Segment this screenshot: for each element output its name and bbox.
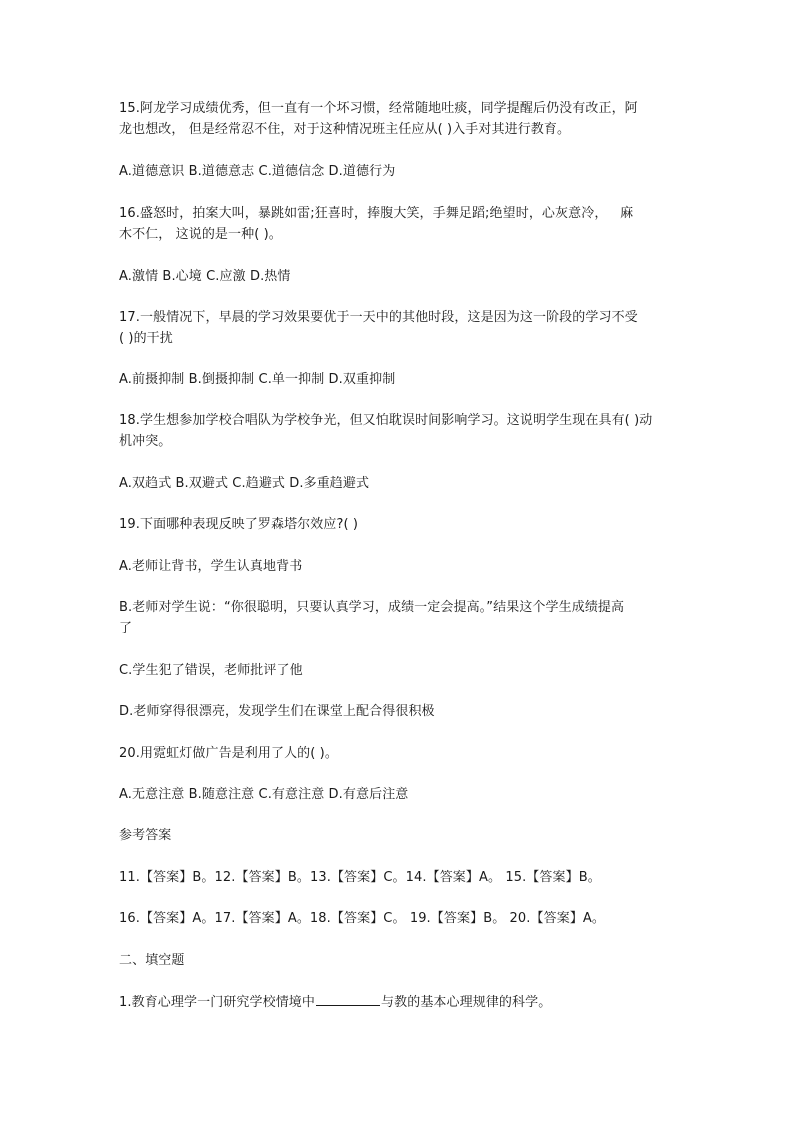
answers-line-1: 11.【答案】B。12.【答案】B。13.【答案】C。14.【答案】A。 15.【答案】B。	[119, 870, 601, 885]
question-19-option-d: D.老师穿得很漂亮，发现学生们在课堂上配合得很积极	[119, 704, 435, 719]
answers-heading: 参考答案	[119, 828, 172, 843]
question-19-option-b: B.老师对学生说：“你很聪明，只要认真学习，成绩一定会提高。”结果这个学生成绩提高 了	[119, 600, 625, 636]
question-19-option-a: A.老师让背书，学生认真地背书	[119, 559, 303, 574]
question-20-stem: 20.用霓虹灯做广告是利用了人的( )。	[119, 746, 338, 761]
question-16-options: A.激情 B.心境 C.应激 D.热情	[119, 269, 291, 284]
fill-blank-heading: 二、填空题	[119, 953, 185, 968]
question-18-stem: 18.学生想参加学校合唱队为学校争光，但又怕耽误时间影响学习。这说明学生现在具有( )动 机冲突。	[119, 413, 653, 449]
answers-line-2: 16.【答案】A。17.【答案】A。18.【答案】C。 19.【答案】B。 20.【答案】A。	[119, 911, 606, 926]
answer-blank	[316, 991, 380, 1006]
question-20-options: A.无意注意 B.随意注意 C.有意注意 D.有意后注意	[119, 787, 409, 802]
fill-blank-q1-before: 1.教育心理学一门研究学校情境中	[119, 995, 316, 1010]
question-17-stem: 17.一般情况下，早晨的学习效果要优于一天中的其他时段，这是因为这一阶段的学习不受 ( )的干扰	[119, 310, 638, 346]
question-19-option-c: C.学生犯了错误，老师批评了他	[119, 663, 303, 678]
fill-blank-q1-after: 与教的基本心理规律的科学。	[381, 995, 552, 1010]
question-19-stem: 19.下面哪种表现反映了罗森塔尔效应?( )	[119, 517, 359, 532]
question-17-options: A.前摄抑制 B.倒摄抑制 C.单一抑制 D.双重抑制	[119, 372, 396, 387]
question-15-options: A.道德意识 B.道德意志 C.道德信念 D.道德行为	[119, 164, 396, 179]
question-18-options: A.双趋式 B.双避式 C.趋避式 D.多重趋避式	[119, 476, 370, 491]
fill-blank-question-1	[119, 991, 699, 1013]
question-16-stem: 16.盛怒时，拍案大叫，暴跳如雷;狂喜时，捧腹大笑，手舞足蹈;绝望时，心灰意冷， 麻 木不仁， 这说的是一种( )。	[119, 206, 634, 242]
question-15-stem: 15.阿龙学习成绩优秀，但一直有一个坏习惯，经常随地吐痰，同学提醒后仍没有改正，阿 龙也想改， 但是经常忍不住，对于这种情况班主任应从( )入手对其进行教育。	[119, 101, 638, 137]
